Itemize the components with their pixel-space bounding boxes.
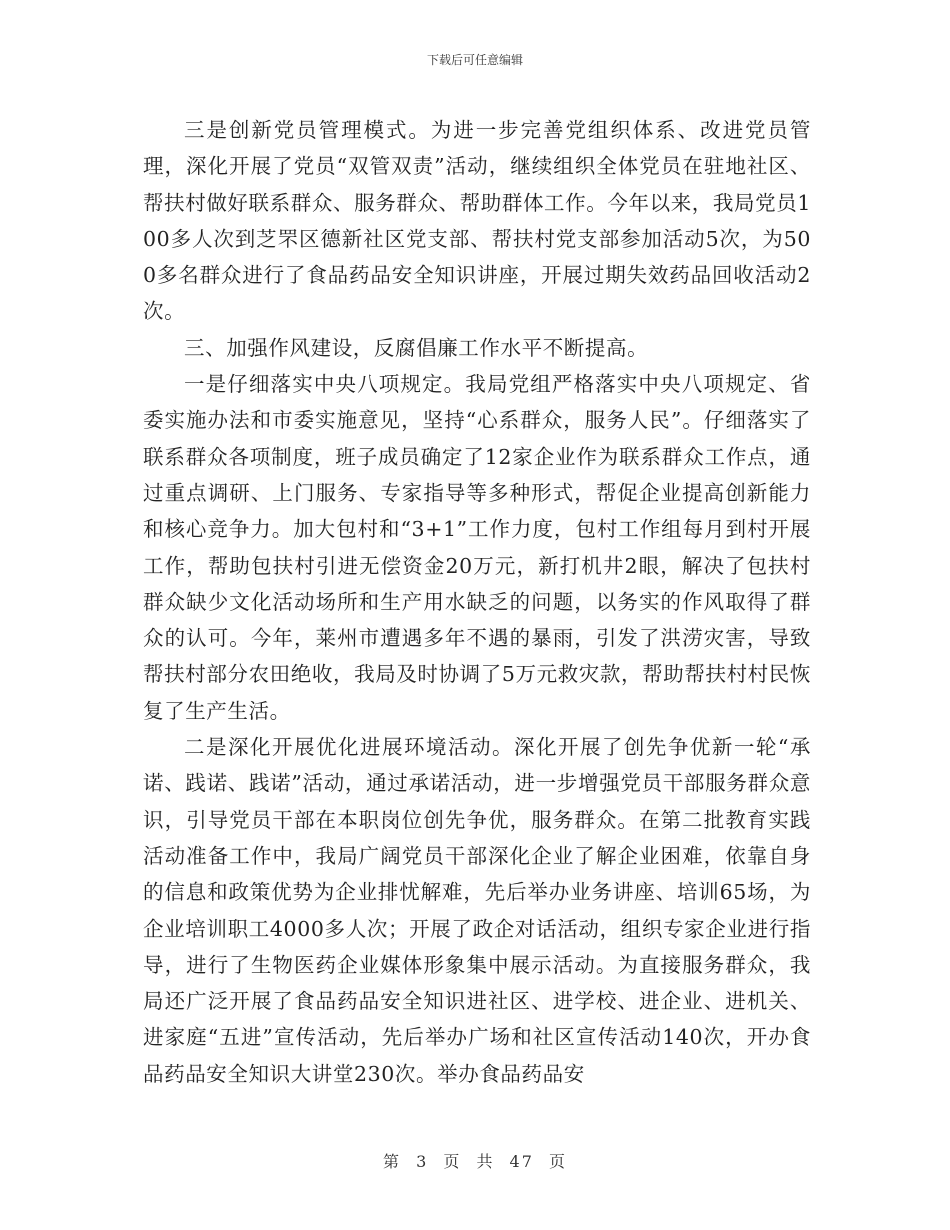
page-header: 下载后可任意编辑 bbox=[426, 53, 523, 67]
paragraph-eight-regulations: 一是仔细落实中央八项规定。我局党组严格落实中央八项规定、省委实施办法和市委实施意见，坚持“心系群众，服务人民”。仔细落实了联系群众各项制度，班子成员确定了12家企业作为联系群众工作点，通过重点调研、上门服务、专家指导等多种形式，帮促企业提高创新能力和核心竞争力。加大包村和“3+1”工作力度，包村工作组每月到村开展工作，帮助包扶村引进无偿资金20万元，新打机井2眼，解决了包扶村群众缺少文化活动场所和生产用水缺乏的问题，以务实的作风取得了群众的认可。今年，莱州市遭遇多年不遇的暴雨，引发了洪涝灾害，导致帮扶村部分农田绝收，我局及时协调了5万元救灾款，帮助帮扶村村民恢复了生产生活。 bbox=[143, 372, 811, 723]
section-heading-work-style: 三、加强作风建设，反腐倡廉工作水平不断提高。 bbox=[184, 335, 649, 360]
paragraph-party-member-management: 三是创新党员管理模式。为进一步完善党组织体系、改进党员管理，深化开展了党员“双管双责”活动，继续组织全体党员在驻地社区、帮扶村做好联系群众、服务群众、帮助群体工作。今年以来，我局党员100多人次到芝罘区德新社区党支部、帮扶村党支部参加活动5次，为500多名群众进行了食品药品安全知识讲座，开展过期失效药品回收活动2次。 bbox=[143, 118, 811, 324]
page-footer-page-number: 第 3 页 共 47 页 bbox=[383, 1152, 567, 1171]
document-body bbox=[143, 112, 811, 1092]
paragraph-development-environment: 二是深化开展优化进展环境活动。深化开展了创先争优新一轮“承诺、践诺、践诺”活动，通过承诺活动，进一步增强党员干部服务群众意识，引导党员干部在本职岗位创先争优，服务群众。在第二批教育实践活动准备工作中，我局广阔党员干部深化企业了解企业困难，依靠自身的信息和政策优势为企业排忧解难，先后举办业务讲座、培训65场，为企业培训职工4000多人次；开展了政企对话活动，组织专家企业进行指导，进行了生物医药企业媒体形象集中展示活动。为直接服务群众，我局还广泛开展了食品药品安全知识进社区、进学校、进企业、进机关、进家庭“五进”宣传活动，先后举办广场和社区宣传活动140次，开办食品药品安全知识大讲堂230次。举办食品药品安 bbox=[143, 735, 811, 1086]
